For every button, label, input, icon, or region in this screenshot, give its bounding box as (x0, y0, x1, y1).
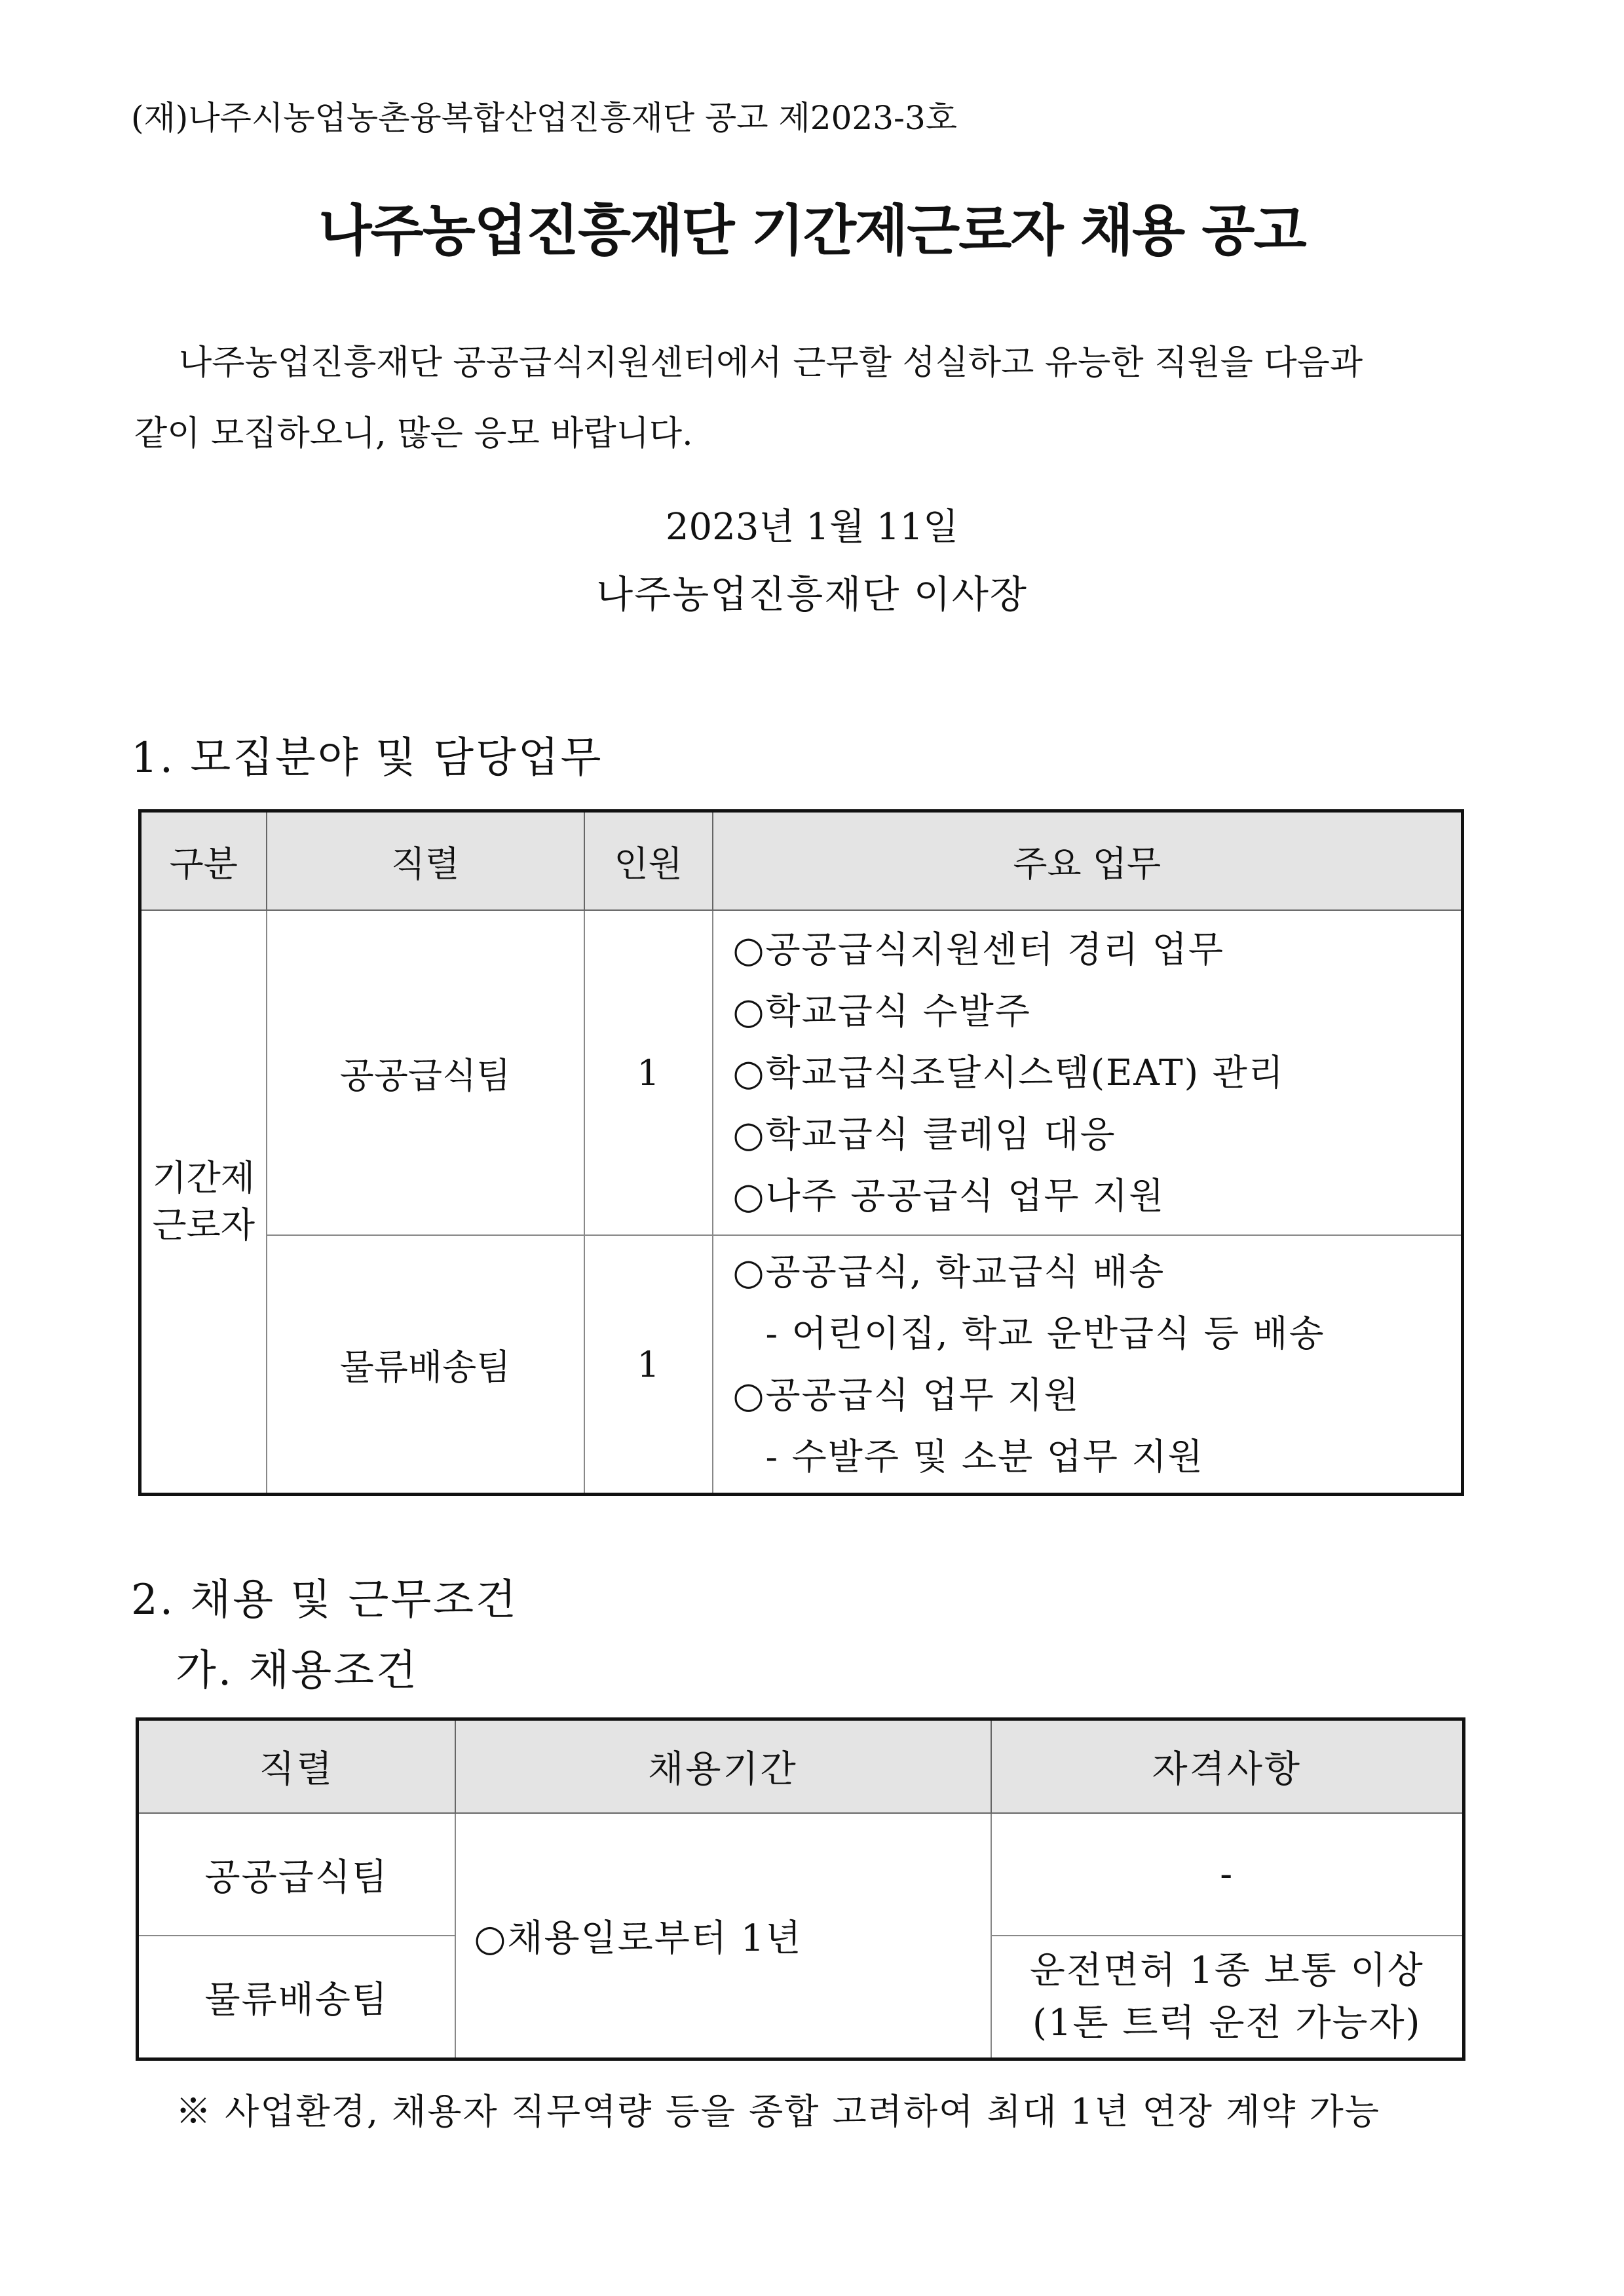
count-cell: 1 (584, 1235, 713, 1495)
category-line-2: 근로자 (152, 1204, 255, 1246)
header-qualification: 자격사항 (991, 1719, 1464, 1814)
category-cell (140, 910, 267, 1495)
intro-line-1: 나주농업진흥재단 공공급식지원센터에서 근무할 성실하고 유능한 직원을 다음과 (179, 343, 1363, 383)
qualification-line-1: 운전면허 1종 보통 이상 (1029, 1949, 1424, 1992)
conditions-table (136, 1717, 1465, 2061)
duty-sub-item: - 수발주 및 소분 업무 지원 (765, 1436, 1204, 1478)
header-position: 직렬 (138, 1719, 455, 1814)
duty-sub-item: - 어린이집, 학교 운반급식 등 배송 (765, 1312, 1325, 1354)
position-cell: 물류배송팀 (138, 1936, 455, 2059)
table-header-row (140, 811, 1463, 911)
duty-item: ○학교급식 수발주 (732, 990, 1031, 1032)
recruitment-table (138, 809, 1464, 1496)
position-cell: 공공급식팀 (267, 910, 584, 1235)
table-header-row (138, 1719, 1464, 1814)
count-cell: 1 (584, 910, 713, 1235)
signer: 나주농업진흥재단 이사장 (596, 572, 1028, 617)
intro-line-2: 같이 모집하오니, 많은 응모 바랍니다. (134, 414, 693, 453)
section2-heading: 2. 채용 및 근무조건 (131, 1576, 518, 1624)
intro-paragraph (134, 328, 1461, 469)
header-category: 구분 (140, 811, 267, 911)
issue-date: 2023년 1월 11일 (665, 506, 959, 548)
duty-item: ○학교급식조달시스템(EAT) 관리 (732, 1052, 1285, 1094)
category-line-1: 기간제 (152, 1157, 255, 1198)
duties-cell (713, 1235, 1463, 1495)
page-title: 나주농업진흥재단 기간제근로자 채용 공고 (318, 199, 1306, 263)
qualification-line-2: (1톤 트럭 운전 가능자) (1032, 2001, 1422, 2044)
header-position: 직렬 (267, 811, 584, 911)
duty-item: ○나주 공공급식 업무 지원 (732, 1175, 1165, 1217)
header-count: 인원 (584, 811, 713, 911)
position-cell: 공공급식팀 (138, 1813, 455, 1936)
section1-heading: 1. 모집분야 및 담당업무 (131, 734, 603, 782)
duty-item: ○공공급식, 학교급식 배송 (732, 1251, 1165, 1293)
period-cell: ○채용일로부터 1년 (455, 1813, 991, 2059)
section2-subheading: 가. 채용조건 (176, 1647, 419, 1695)
header-duties: 주요 업무 (713, 811, 1463, 911)
position-cell: 물류배송팀 (267, 1235, 584, 1495)
table-row (138, 1813, 1464, 1936)
table-row (140, 1235, 1463, 1495)
qualification-cell: - (991, 1813, 1464, 1936)
duty-item: ○학교급식 클레임 대응 (732, 1113, 1116, 1155)
notice-number: (재)나주시농업농촌융복합산업진흥재단 공고 제2023-3호 (131, 99, 958, 137)
extension-note: ※ 사업환경, 채용자 직무역량 등을 종합 고려하여 최대 1년 연장 계약 가능 (176, 2091, 1380, 2132)
duty-item: ○공공급식 업무 지원 (732, 1374, 1080, 1416)
duty-item: ○공공급식지원센터 경리 업무 (732, 928, 1225, 970)
table-row (140, 910, 1463, 1235)
header-period: 채용기간 (455, 1719, 991, 1814)
duties-cell (713, 910, 1463, 1235)
qualification-cell (991, 1936, 1464, 2059)
